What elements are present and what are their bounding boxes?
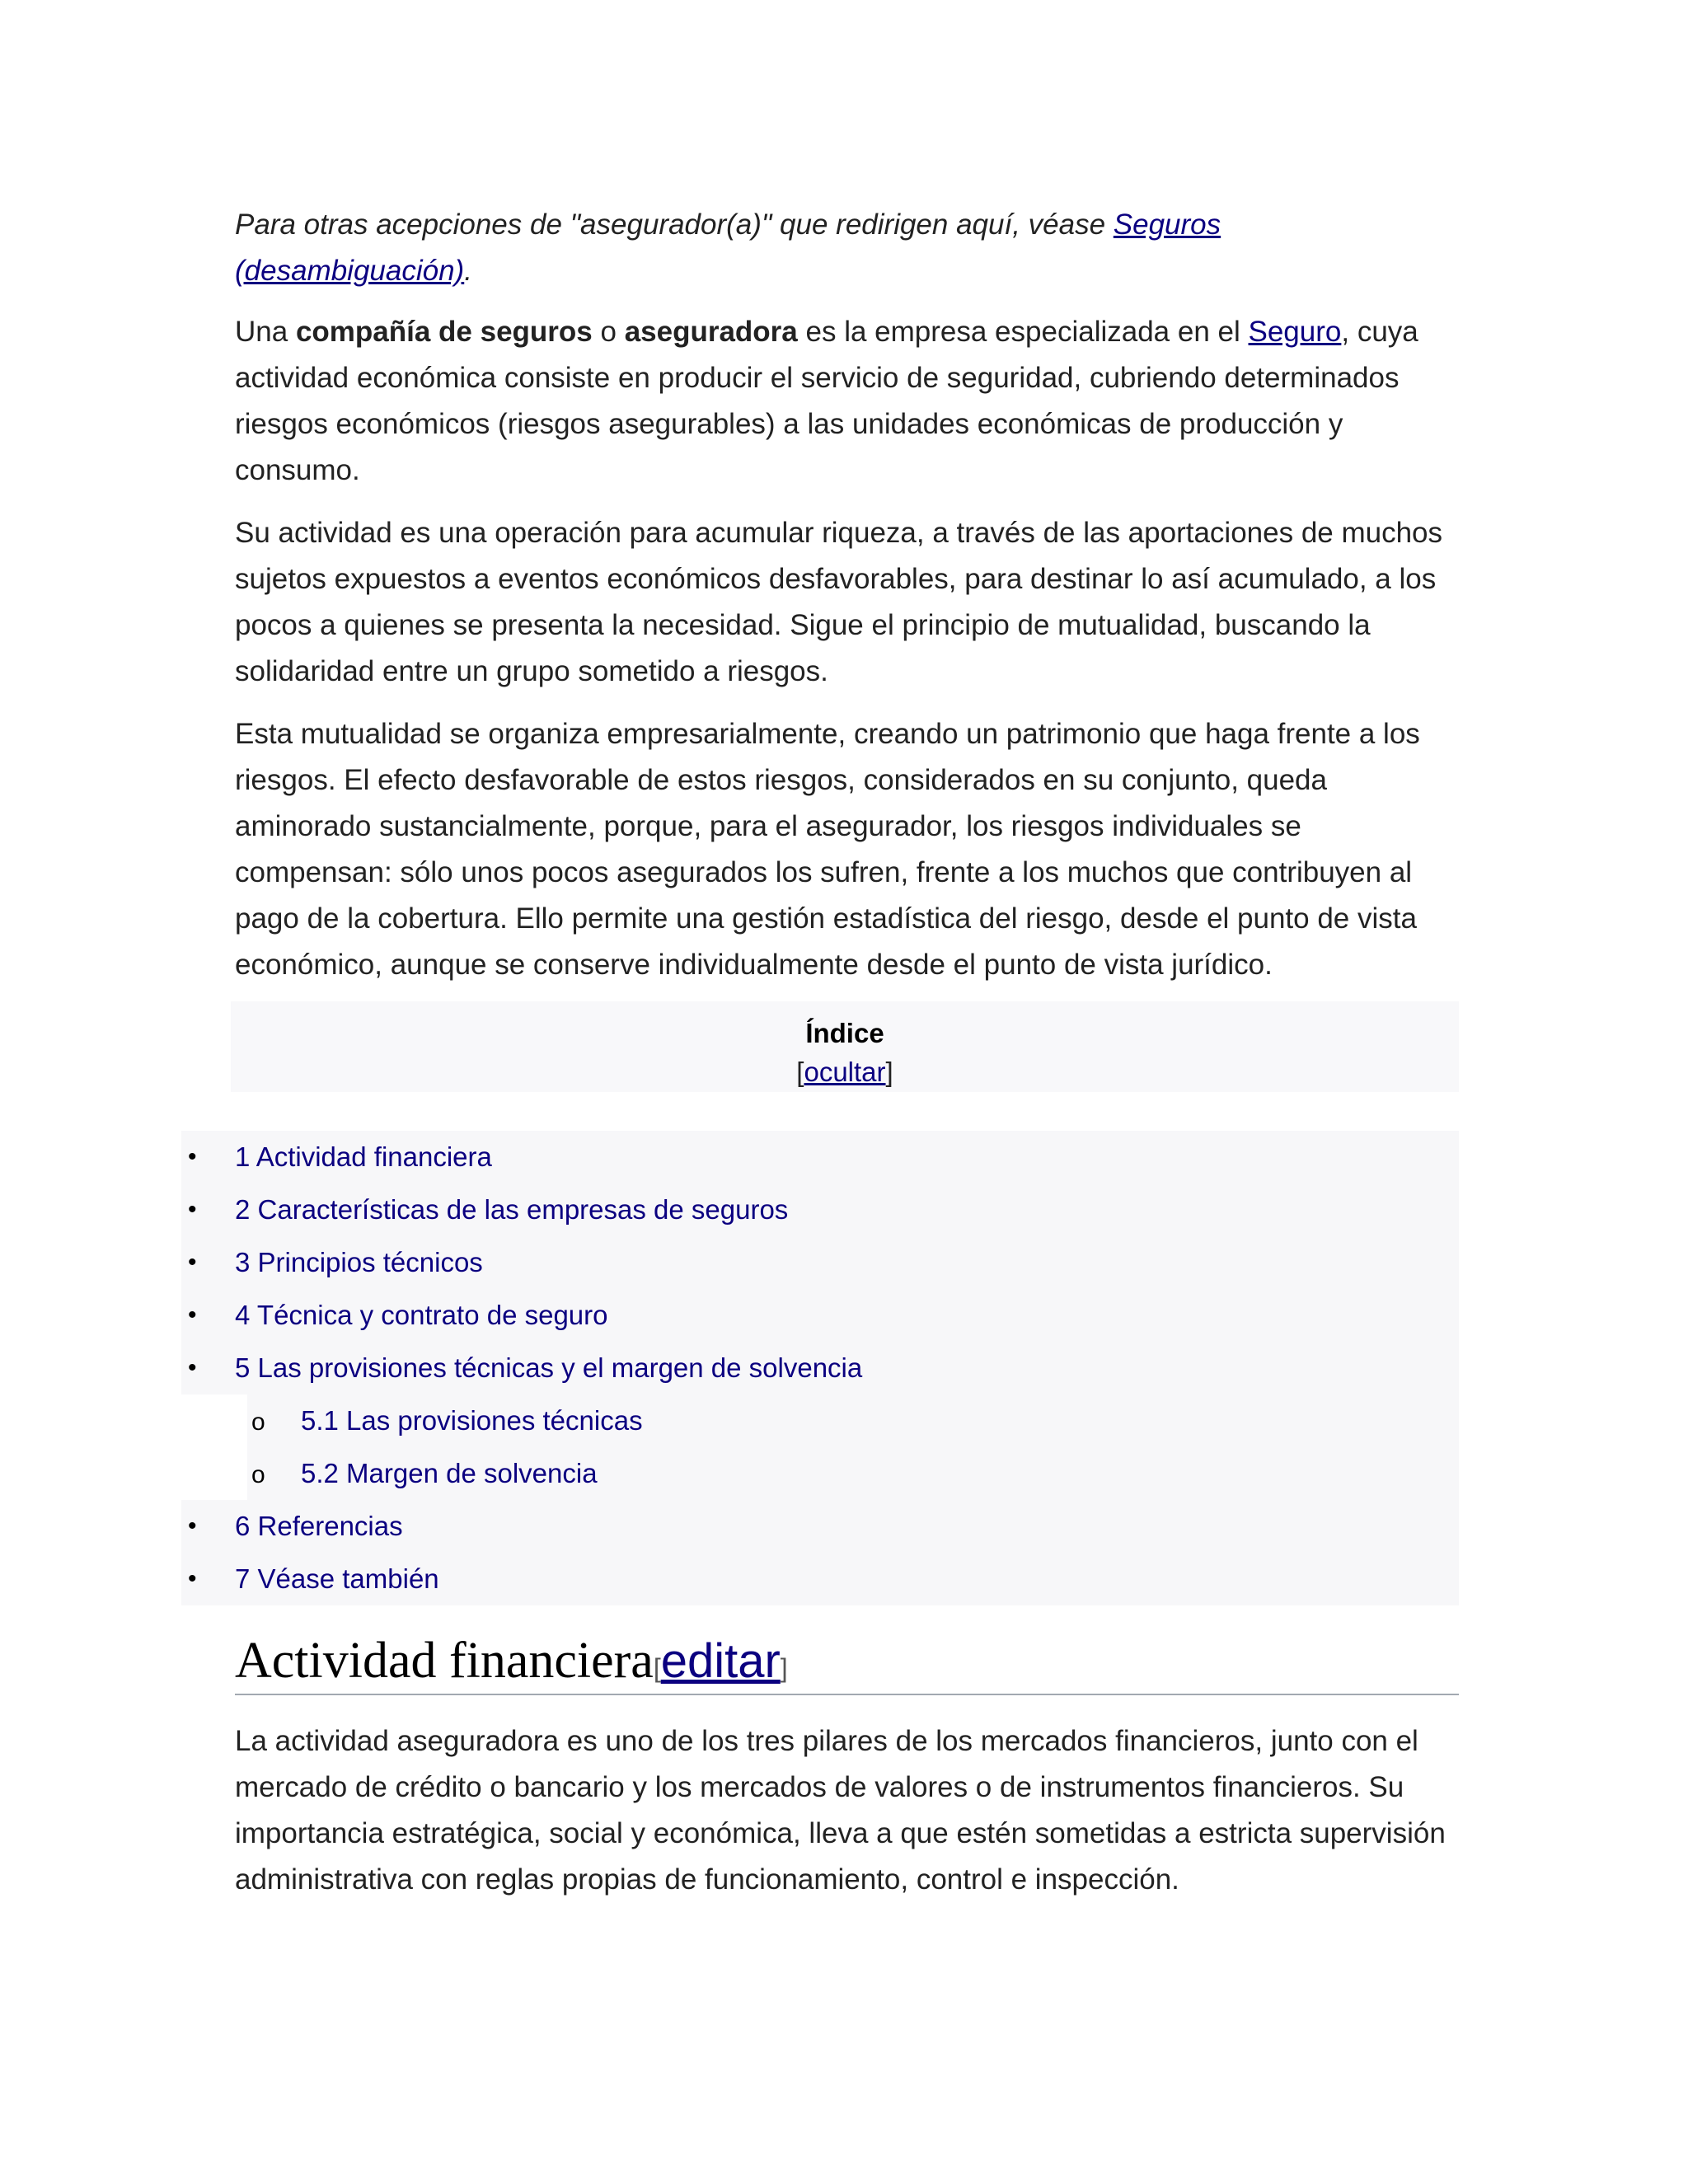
bullet-icon: • bbox=[188, 1301, 197, 1329]
edit-bracket-open: [ bbox=[653, 1653, 661, 1683]
seguro-link[interactable]: Seguro bbox=[1248, 316, 1342, 348]
toc-subitem bbox=[247, 1394, 1459, 1447]
toc-link-margen-solvencia[interactable]: 5.2 Margen de solvencia bbox=[301, 1458, 598, 1488]
intro-paragraph-3: Esta mutualidad se organiza empresarialmente, creando un patrimonio que haga frente a los riesgos. El efecto desfavorable de estos riesgos, considerados en su conjunto, queda aminorado sustancialmente, porque, para el asegurador, los riesgos individuales se compensan: sólo unos pocos asegurados los sufren, frente a los muchos que contribuyen al pago de la cobertura. Ello permite una gestión estadística del riesgo, desde el punto de vista económico, aunque se conserve individualmente desde el punto de vista jurídico. bbox=[235, 718, 1420, 981]
edit-bracket-close: ] bbox=[780, 1653, 788, 1683]
toc-item bbox=[181, 1500, 1459, 1553]
section-body bbox=[235, 1718, 1459, 1919]
toc-toggle bbox=[231, 1057, 1459, 1088]
toc-link-vease-tambien[interactable]: 7 Véase también bbox=[235, 1563, 439, 1594]
toc-link-actividad-financiera[interactable]: 1 Actividad financiera bbox=[235, 1141, 492, 1172]
intro-text-d: es la empresa especializada en el bbox=[797, 316, 1249, 348]
hatnote bbox=[235, 202, 1459, 294]
toc-item bbox=[181, 1236, 1459, 1289]
intro-paragraph-1 bbox=[235, 309, 1459, 494]
toc-header bbox=[231, 1001, 1459, 1092]
intro-paragraph-2: Su actividad es una operación para acumular riqueza, a través de las aportaciones de muchos sujetos expuestos a eventos económicos desfavorables, para destinar lo así acumulado, a los pocos a quienes se presenta la necesidad. Sigue el principio de mutualidad, buscando la solidaridad entre un grupo sometido a riesgos. bbox=[235, 517, 1443, 687]
toc-toggle-close: ] bbox=[885, 1057, 893, 1087]
toc-item bbox=[181, 1553, 1459, 1605]
circle-bullet-icon: o bbox=[251, 1408, 265, 1436]
intro-text-e: , cuya actividad económica consiste en producir el servicio de seguridad, cubriendo determinados riesgos económicos (riesgos asegurables) a las unidades económicas de producción y consumo. bbox=[235, 316, 1418, 486]
toc-subitem bbox=[247, 1447, 1459, 1500]
toc-list bbox=[181, 1131, 1459, 1605]
intro-text-c: o bbox=[592, 316, 625, 348]
section-heading-actividad-financiera bbox=[235, 1632, 1459, 1695]
bullet-icon: • bbox=[188, 1196, 197, 1223]
section-paragraph: La actividad aseguradora es uno de los tres pilares de los mercados financieros, junto con el mercado de crédito o bancario y los mercados de valores o de instrumentos financieros. Su importancia estratégica, social y económica, lleva a que estén sometidas a estricta supervisión administrativa con reglas propias de funcionamiento, control e inspección. bbox=[235, 1725, 1446, 1896]
term-compania-de-seguros: compañía de seguros bbox=[295, 316, 593, 348]
toc-toggle-open: [ bbox=[796, 1057, 804, 1087]
toc-item bbox=[181, 1131, 1459, 1183]
bullet-icon: • bbox=[188, 1143, 197, 1170]
toc-link-tecnica-contrato[interactable]: 4 Técnica y contrato de seguro bbox=[235, 1300, 608, 1330]
disambiguation-link[interactable]: Seguros (desambiguación) bbox=[235, 209, 1221, 287]
circle-bullet-icon: o bbox=[251, 1461, 265, 1488]
toc-link-provisiones-margen[interactable]: 5 Las provisiones técnicas y el margen de solvencia bbox=[235, 1352, 863, 1383]
article-intro bbox=[235, 202, 1459, 1005]
section-heading-text: Actividad financiera bbox=[235, 1633, 654, 1689]
toc-hide-link[interactable]: ocultar bbox=[804, 1057, 886, 1087]
toc-link-principios-tecnicos[interactable]: 3 Principios técnicos bbox=[235, 1247, 483, 1277]
toc-item bbox=[181, 1342, 1459, 1394]
edit-section-link[interactable]: editar bbox=[660, 1634, 781, 1688]
bullet-icon: • bbox=[188, 1565, 197, 1592]
hatnote-end: . bbox=[464, 255, 472, 287]
term-aseguradora: aseguradora bbox=[624, 316, 798, 348]
toc-link-referencias[interactable]: 6 Referencias bbox=[235, 1511, 403, 1541]
intro-text-a: Una bbox=[235, 316, 296, 348]
toc-link-caracteristicas[interactable]: 2 Características de las empresas de seguros bbox=[235, 1194, 789, 1225]
bullet-icon: • bbox=[188, 1354, 197, 1381]
toc-item bbox=[181, 1289, 1459, 1342]
hatnote-text: Para otras acepciones de "asegurador(a)" que redirigen aquí, véase bbox=[235, 209, 1114, 241]
toc-title: Índice bbox=[805, 1018, 884, 1048]
toc-item bbox=[181, 1183, 1459, 1236]
bullet-icon: • bbox=[188, 1512, 197, 1540]
bullet-icon: • bbox=[188, 1249, 197, 1276]
toc-link-provisiones-tecnicas[interactable]: 5.1 Las provisiones técnicas bbox=[301, 1405, 643, 1436]
